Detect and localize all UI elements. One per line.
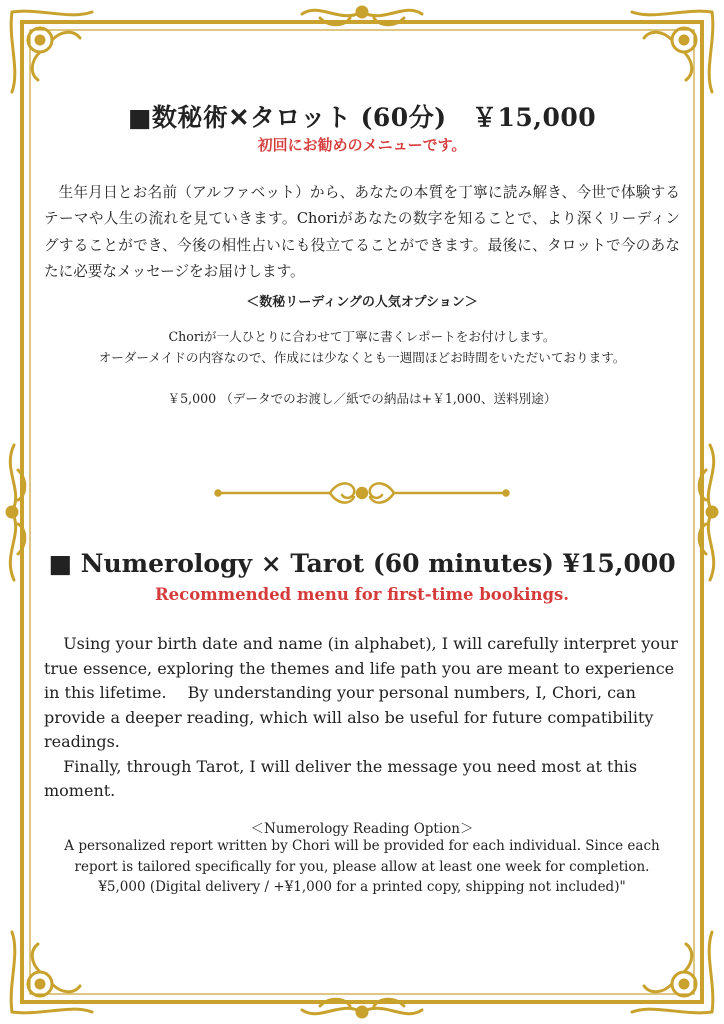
en-menu-title: ■ Numerology × Tarot (60 minutes) ¥15,000 xyxy=(48,549,676,578)
en-option-price: ¥5,000 (Digital delivery / +¥1,000 for a printed copy, shipping not included)" xyxy=(98,879,626,895)
en-description xyxy=(44,632,680,804)
en-option-line: report is tailored specifically for you, please allow at least one week for completion. xyxy=(74,858,650,875)
ja-option-price: ￥5,000 （データでのお渡し／紙での納品は+￥1,000、送料別途） xyxy=(167,391,557,406)
corner-ornament-top-right xyxy=(632,11,713,92)
ja-option-description xyxy=(40,327,684,368)
right-side-ornament xyxy=(699,445,717,580)
ja-menu-title: ■数秘術✕タロット (60分) ￥15,000 xyxy=(127,103,597,132)
corner-ornament-bottom-right xyxy=(632,932,713,1013)
left-side-ornament xyxy=(7,445,25,580)
center-divider-ornament xyxy=(216,483,509,502)
en-option-description xyxy=(40,836,684,898)
en-description-paragraph: Finally, through Tarot, I will deliver the message you need most at this moment. xyxy=(44,756,638,800)
en-description-paragraph: Using your birth date and name (in alphabet), I will carefully interpret your true essence, exploring the themes and life path you are meant to experience in this lifetime. By understanding your personal numbers, I, Chori, can provide a deeper reading, which will also be useful for future compatibility readings. xyxy=(44,634,678,751)
ja-menu-subtitle: 初回にお勧めのメニューです。 xyxy=(257,136,467,154)
ja-option-line: Choriが一人ひとりに合わせて丁寧に書くレポートをお付けします。 xyxy=(168,329,556,344)
corner-ornament-bottom-left xyxy=(11,932,92,1013)
en-menu-subtitle: Recommended menu for first-time bookings. xyxy=(154,585,570,604)
en-option-line: A personalized report written by Chori will be provided for each individual. Since each xyxy=(64,838,660,854)
top-center-ornament xyxy=(302,7,422,25)
ja-description: 生年月日とお名前（アルファベット）から、あなたの本質を丁寧に読み解き、今世で体験するテーマや人生の流れを見ていきます。Choriがあなたの数字を知ることで、より深くリーディングすることができ、今後の相性占いにも役立てることができます。最後に、タロットで今のあなたに必要なメッセージをお届けします。 xyxy=(44,184,680,280)
ja-option-title: ＜数秘リーディングの人気オプション＞ xyxy=(246,295,478,310)
bottom-center-ornament xyxy=(302,999,422,1017)
en-option-title: ＜Numerology Reading Option＞ xyxy=(250,821,474,837)
corner-ornament-top-left xyxy=(11,11,92,92)
ja-option-line: オーダーメイドの内容なので、作成には少なくとも一週間ほどお時間をいただいております。 xyxy=(98,349,626,365)
